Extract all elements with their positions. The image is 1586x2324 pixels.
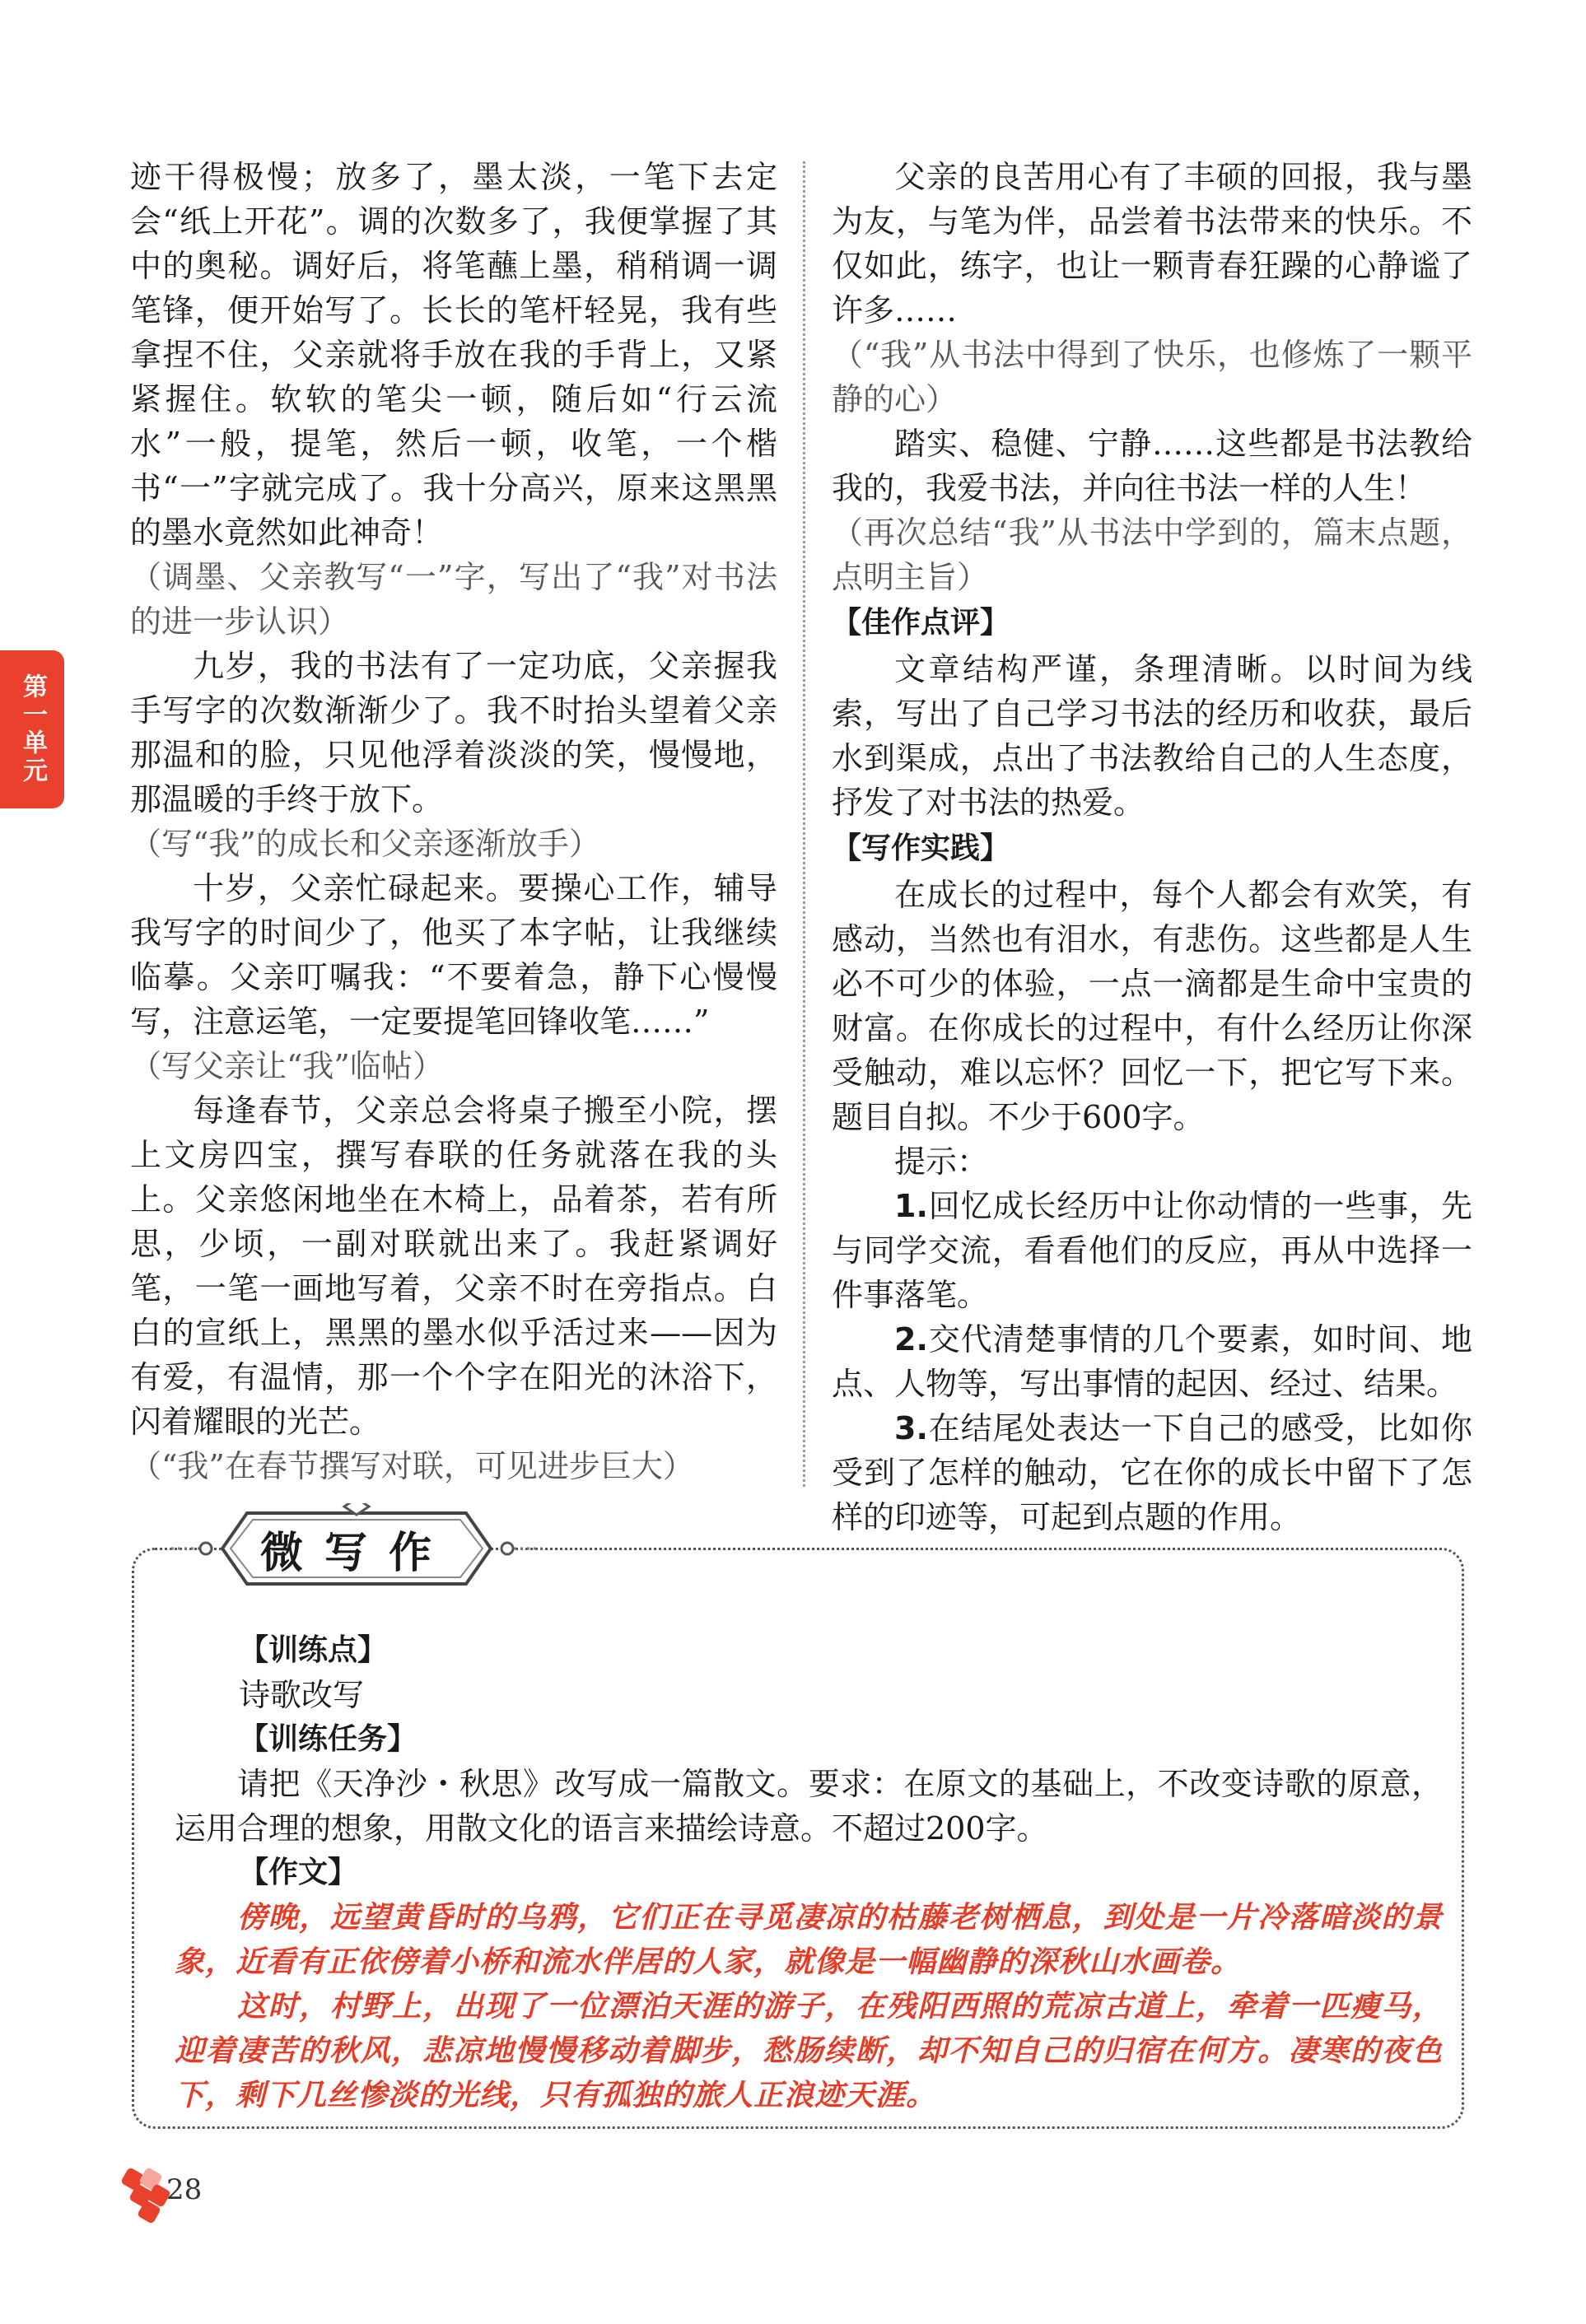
task-text: 请把《天净沙・秋思》改写成一篇散文。要求：在原文的基础上，不改变诗歌的原意，运用合理的想象，用散文化的语言来描绘诗意。不超过200字。: [175, 1766, 1443, 1847]
tip-text: 在结尾处表达一下自己的感受，比如你受到了怎样的触动，它在你的成长中留下了怎样的印迹等，可起到点题的作用。: [832, 1410, 1472, 1535]
essay-paragraph-1: 傍晚，远望黄昏时的乌鸦，它们正在寻觅凄凉的枯藤老树栖息，到处是一片冷落暗淡的景象，近看有正依傍着小桥和流水伴居的人家，就像是一幅幽静的深秋山水画卷。: [175, 1900, 1443, 1979]
tip-number: 1.: [894, 1188, 928, 1224]
tip-text: 交代清楚事情的几个要素，如时间、地点、人物等，写出事情的起因、经过、结果。: [832, 1321, 1472, 1402]
left-paragraph-4: 每逢春节，父亲总会将桌子搬至小院，摆上文房四宝，撰写春联的任务就落在我的头上。父亲悠闲地坐在木椅上，品着茶，若有所思，少顷，一副对联就出来了。我赶紧调好笔，一笔一画地写着，父亲不时在旁指点。白白的宣纸上，黑黑的墨水似乎活过来——因为有爱，有温情，那一个个字在阳光的沐浴下，闪着耀眼的光芒。: [130, 1092, 777, 1440]
review-heading: 【佳作点评】: [832, 606, 1010, 640]
micro-writing-title: 微写作: [259, 1528, 453, 1578]
left-paragraph-3: 十岁，父亲忙碌起来。要操心工作，辅导我写字的时间少了，他买了本字帖，让我继续临摹。父亲叮嘱我：“不要着急，静下心慢慢写，注意运笔，一定要提笔回锋收笔……”: [130, 870, 777, 1040]
practice-text: 在成长的过程中，每个人都会有欢笑，有感动，当然也有泪水，有悲伤。这些都是人生必不可少的体验，一点一滴都是生命中宝贵的财富。在你成长的过程中，有什么经历让你深受触动，难以忘怀？回忆一下，把它写下来。题目自拟。不少于600字。: [832, 877, 1472, 1135]
tip-number: 2.: [894, 1321, 928, 1358]
tips-label: 提示：: [894, 1143, 989, 1180]
training-point-text: 诗歌改写: [239, 1677, 365, 1713]
essay-paragraph-2: 这时，村野上，出现了一位漂泊天涯的游子，在残阳西照的荒凉古道上，牵着一匹瘦马，迎着凄苦的秋风，悲凉地慢慢移动着脚步，愁肠续断，却不知自己的归宿在何方。凄寒的夜色下，剩下几丝惨淡的光线，只有孤独的旅人正浪迹天涯。: [175, 1989, 1443, 2112]
right-column: [832, 155, 1472, 1539]
task-heading: 【训练任务】: [239, 1722, 417, 1756]
right-note-2: （再次总结“我”从书法中学到的，篇末点题，点明主旨）: [832, 515, 1472, 595]
micro-writing-banner: [171, 1503, 542, 1594]
tip-number: 3.: [894, 1410, 928, 1446]
tip-item-3: [832, 1406, 1472, 1539]
page-number-area: [124, 2165, 255, 2231]
right-note-1: （“我”从书法中得到了快乐，也修炼了一颗平静的心）: [832, 337, 1472, 417]
left-paragraph-2: 九岁，我的书法有了一定功底，父亲握我手写字的次数渐渐少了。我不时抬头望着父亲那温和的脸，只见他浮着淡淡的笑，慢慢地，那温暖的手终于放下。: [130, 648, 777, 817]
left-note-1: （调墨、父亲教写“一”字，写出了“我”对书法的进一步认识）: [130, 559, 777, 640]
tip-text: 回忆成长经历中让你动情的一些事，先与同学交流，看看他们的反应，再从中选择一件事落笔。: [832, 1188, 1472, 1313]
left-note-4: （“我”在春节撰写对联，可见进步巨大）: [130, 1448, 694, 1484]
right-paragraph-1: 父亲的良苦用心有了丰硕的回报，我与墨为友，与笔为伴，品尝着书法带来的快乐。不仅如此，练字，也让一颗青春狂躁的心静谧了许多……: [832, 159, 1472, 328]
review-text: 文章结构严谨，条理清晰。以时间为线索，写出了自己学习书法的经历和收获，最后水到渠成，点出了书法教给自己的人生态度，抒发了对书法的热爱。: [832, 651, 1472, 821]
page-number: 28: [166, 2173, 203, 2206]
training-point-heading: 【训练点】: [239, 1633, 388, 1667]
tip-item-2: [832, 1317, 1472, 1406]
essay-heading: 【作文】: [239, 1856, 358, 1889]
left-column: [130, 155, 777, 1488]
tip-item-1: [832, 1184, 1472, 1317]
unit-tab: [0, 650, 64, 808]
left-paragraph-1: 迹干得极慢；放多了，墨太淡，一笔下去定会“纸上开花”。调的次数多了，我便掌握了其中的奥秘。调好后，将笔蘸上墨，稍稍调一调笔锋，便开始写了。长长的笔杆轻晃，我有些拿捏不住，父亲就将手放在我的手背上，又紧紧握住。软软的笔尖一顿，随后如“行云流水”一般，提笔，然后一顿，收笔，一个楷书“一”字就完成了。我十分高兴，原来这黑黑的墨水竟然如此神奇！: [130, 159, 777, 551]
column-divider: [803, 161, 805, 1487]
unit-tab-label: 第一单元: [18, 673, 47, 785]
right-paragraph-2: 踏实、稳健、宁静……这些都是书法教给我的，我爱书法，并向往书法一样的人生！: [832, 426, 1472, 506]
left-note-3: （写父亲让“我”临帖）: [130, 1048, 444, 1084]
micro-writing-content: [175, 1628, 1443, 2117]
left-note-2: （写“我”的成长和父亲逐渐放手）: [130, 826, 600, 862]
practice-heading: 【写作实践】: [832, 831, 1010, 865]
